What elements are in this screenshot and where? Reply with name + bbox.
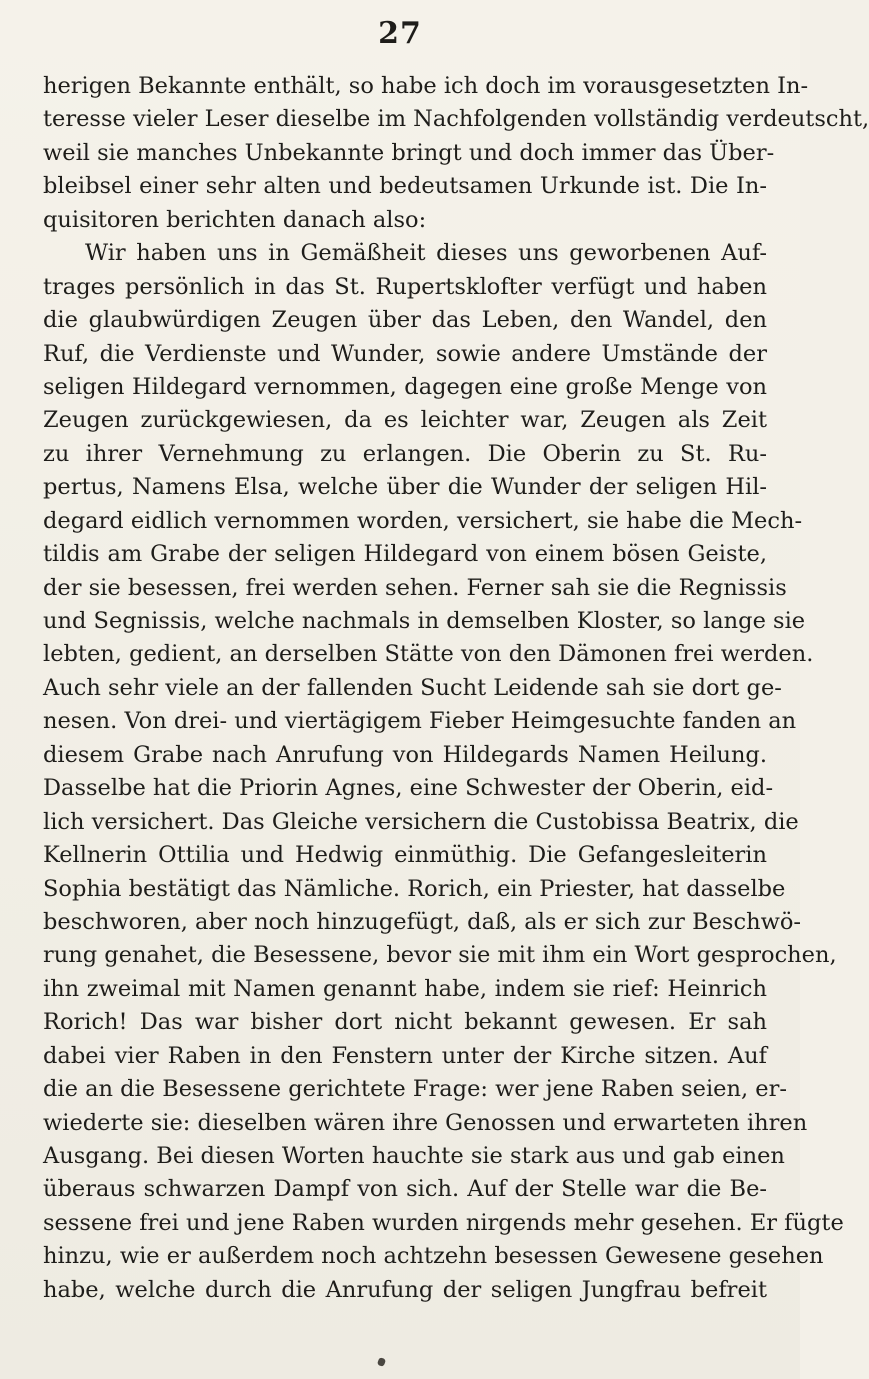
text-line: überaus schwarzen Dampf von sich. Auf der Stelle war die Be- — [43, 1176, 767, 1203]
text-line: nesen. Von drei- und viertägigem Fieber Heimgesuchte fanden an — [43, 708, 797, 735]
text-line: tildis am Grabe der seligen Hildegard von einem bösen Geiste, — [43, 541, 767, 568]
text-line: Rorich! Das war bisher dort nicht bekannt gewesen. Er sah — [43, 1009, 767, 1036]
ink-spot — [377, 1357, 386, 1367]
text-line: Zeugen zurückgewiesen, da es leichter war, Zeugen als Zeit — [43, 407, 767, 434]
text-line: und Segnissis, welche nachmals in demselben Kloster, so lange sie — [43, 608, 806, 634]
page-number: 27 — [378, 16, 422, 51]
text-line: Ausgang. Bei diesen Worten hauchte sie stark aus und gab einen — [43, 1143, 785, 1169]
text-line: diesem Grabe nach Anrufung von Hildegards Namen Heilung. — [43, 741, 767, 768]
text-line: Wir haben uns in Gemäßheit dieses uns geworbenen Auf- — [85, 240, 767, 267]
text-line: die an die Besessene gerichtete Frage: wer jene Raben seien, er- — [43, 1076, 787, 1103]
text-line: beschworen, aber noch hinzugefügt, daß, als er sich zur Beschwö- — [43, 908, 801, 935]
text-line: dabei vier Raben in den Fenstern unter der Kirche sitzen. Auf — [43, 1042, 767, 1069]
text-line: lebten, gedient, an derselben Stätte von den Dämonen frei werden. — [43, 641, 814, 668]
text-line: quisitoren berichten danach also: — [43, 206, 427, 233]
text-line: teresse vieler Leser dieselbe im Nachfolgenden vollständig verdeutscht, — [43, 106, 869, 133]
text-line: zu ihrer Vernehmung zu erlangen. Die Oberin zu St. Ru- — [43, 440, 767, 467]
text-line: ihn zweimal mit Namen genannt habe, indem sie rief: Heinrich — [43, 975, 767, 1002]
text-line: weil sie manches Unbekannte bringt und doch immer das Über- — [43, 139, 775, 166]
body-text — [43, 70, 869, 1307]
text-line: lich versichert. Das Gleiche versichern die Custobissa Beatrix, die — [43, 808, 799, 835]
text-line: Dasselbe hat die Priorin Agnes, eine Schwester der Oberin, eid- — [43, 775, 774, 802]
text-line: herigen Bekannte enthält, so habe ich doch im vorausgesetzten In- — [43, 73, 809, 99]
text-line: pertus, Namens Elsa, welche über die Wunder der seligen Hil- — [43, 474, 767, 501]
text-line: bleibsel einer sehr alten und bedeutsamen Urkunde ist. Die In- — [43, 173, 767, 200]
text-line: hinzu, wie er außerdem noch achtzehn besessen Gewesene gesehen — [43, 1243, 824, 1270]
text-line: habe, welche durch die Anrufung der seligen Jungfrau befreit — [43, 1276, 767, 1303]
text-line: die glaubwürdigen Zeugen über das Leben, den Wandel, den — [43, 307, 767, 334]
text-line: trages persönlich in das St. Rupertsklofter verfügt und haben — [43, 273, 767, 300]
text-line: Auch sehr viele an der fallenden Sucht Leidende sah sie dort ge- — [43, 674, 782, 701]
text-line: Sophia bestätigt das Nämliche. Rorich, ein Priester, hat dasselbe — [43, 875, 786, 902]
text-line: Ruf, die Verdienste und Wunder, sowie andere Umstände der — [43, 340, 767, 367]
text-line: sessene frei und jene Raben wurden nirgends mehr gesehen. Er fügte — [43, 1209, 844, 1236]
text-line: wiederte sie: dieselben wären ihre Genossen und erwarteten ihren — [43, 1109, 808, 1136]
text-line: Kellnerin Ottilia und Hedwig einmüthig. Die Gefangesleiterin — [43, 842, 767, 869]
text-line: der sie besessen, frei werden sehen. Ferner sah sie die Regnissis — [43, 574, 787, 601]
text-line: degard eidlich vernommen worden, versichert, sie habe die Mech- — [43, 507, 803, 534]
text-line: rung genahet, die Besessene, bevor sie mit ihm ein Wort gesprochen, — [43, 942, 837, 969]
text-line: seligen Hildegard vernommen, dagegen eine große Menge von — [43, 373, 767, 400]
